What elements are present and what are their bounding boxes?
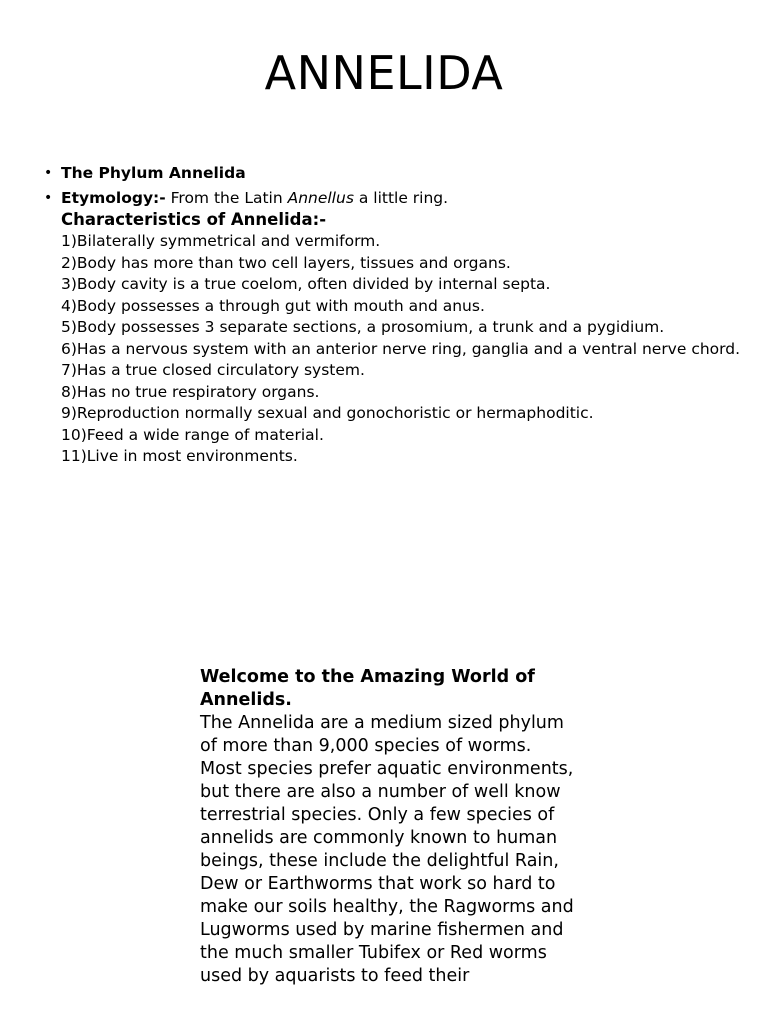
- characteristic-item: 3)Body cavity is a true coelom, often divided by internal septa.: [61, 275, 551, 293]
- welcome-text-box: [200, 666, 578, 988]
- characteristic-item: 8)Has no true respiratory organs.: [61, 382, 320, 401]
- etymology-text-post: a little ring.: [353, 188, 449, 207]
- bullet-item-phylum: [44, 163, 744, 185]
- characteristic-item: 4)Body possesses a through gut with mouth and anus.: [61, 296, 485, 315]
- etymology-latin-word: Annellus: [287, 188, 354, 207]
- bullet-list: [44, 163, 744, 468]
- phylum-heading: The Phylum Annelida: [61, 164, 246, 182]
- characteristic-item: 11)Live in most environments.: [61, 447, 298, 465]
- bullet-item-etymology: [44, 188, 744, 468]
- welcome-heading: Welcome to the Amazing World of Annelids.: [200, 667, 535, 710]
- welcome-body-text: The Annelida are a medium sized phylum of more than 9,000 species of worms. Most species prefer aquatic environments, but there are also a number of well know terrestrial species. Only a few species of annelids are commonly known to human beings, these include the delightful Rain, Dew or Earthworms that work so hard to make our soils healthy, the Ragworms and Lugworms used by marine fishermen and the much smaller Tubifex or Red worms used by aquarists to feed their: [200, 713, 574, 986]
- characteristic-item: 1)Bilaterally symmetrical and vermiform.: [61, 232, 381, 250]
- characteristic-item: 7)Has a true closed circulatory system.: [61, 361, 365, 379]
- etymology-line: [61, 188, 744, 210]
- characteristics-list: [61, 231, 744, 468]
- characteristic-item: 2)Body has more than two cell layers, tissues and organs.: [61, 253, 511, 272]
- characteristic-item: 6)Has a nervous system with an anterior nerve ring, ganglia and a ventral nerve chord.: [61, 339, 741, 358]
- bullet-dot-icon: •: [44, 165, 53, 181]
- etymology-text-pre: From the Latin: [165, 188, 288, 207]
- characteristic-item: 9)Reproduction normally sexual and gonochoristic or hermaphoditic.: [61, 404, 594, 422]
- characteristics-title: Characteristics of Annelida:-: [61, 210, 327, 229]
- characteristic-item: 5)Body possesses 3 separate sections, a prosomium, a trunk and a pygidium.: [61, 318, 665, 336]
- bullet-dot-icon: •: [44, 189, 53, 206]
- etymology-label: Etymology:-: [61, 188, 166, 207]
- page-title: ANNELIDA: [264, 46, 504, 100]
- characteristic-item: 10)Feed a wide range of material.: [61, 425, 324, 444]
